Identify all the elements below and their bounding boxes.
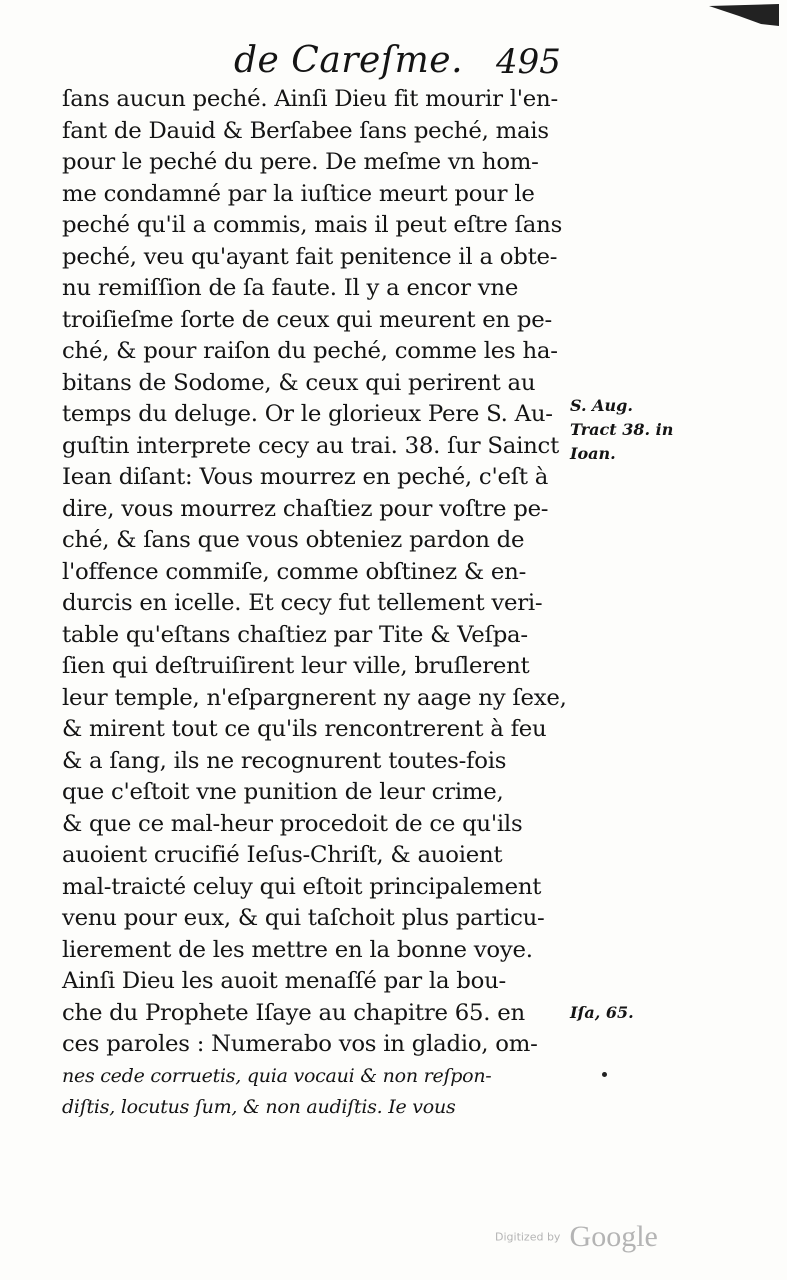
text-line: che du Prophete Iſaye au chapitre 65. en xyxy=(62,999,525,1026)
text-line: dire, vous mourrez chaſtiez pour voſtre pe- xyxy=(62,495,549,522)
text-line: ché, & ſans que vous obteniez pardon de xyxy=(62,527,525,553)
text-line: pour le peché du pere. De meſme vn hom- xyxy=(62,149,539,175)
text-line: & que ce mal-heur procedoit de ce qu'ils xyxy=(62,810,523,837)
page-number: 495 xyxy=(496,42,561,82)
text-line: ché, & pour raiſon du peché, comme les ha- xyxy=(62,338,558,364)
text-line: & mirent tout ce qu'ils rencontrerent à feu xyxy=(62,716,547,742)
margin-note-line: Tract 38. in xyxy=(570,420,674,439)
text-line: lierement de les mettre en la bonne voye. xyxy=(62,936,533,963)
text-line: venu pour eux, & qui taſchoit plus particu- xyxy=(62,905,545,931)
margin-note-isaiah xyxy=(570,1001,634,1025)
text-line: me condamné par la iuſtice meurt pour le xyxy=(62,180,535,207)
text-line: table qu'eſtans chaſtiez par Tite & Veſpa- xyxy=(62,621,528,648)
text-line: l'offence commiſe, comme obſtinez & en- xyxy=(62,558,527,585)
watermark-brand: Google xyxy=(569,1220,658,1253)
text-line: troiſieſme ſorte de ceux qui meurent en pe- xyxy=(62,306,552,333)
text-line: ſien qui deſtruiſirent leur ville, bruſlerent xyxy=(62,653,530,679)
ink-dot xyxy=(602,1072,607,1077)
margin-note-line: Iſa, 65. xyxy=(570,1003,634,1022)
margin-note-augustine xyxy=(570,394,673,466)
text-line: Ainſi Dieu les auoit menaſſé par la bou- xyxy=(62,968,506,994)
text-line: fant de Dauid & Berſabee ſans peché, mais xyxy=(62,117,549,144)
body-text xyxy=(62,84,567,1124)
text-line: auoient crucifié Ieſus-Chriſt, & auoient xyxy=(62,842,503,868)
text-line-latin: diſtis, locutus ſum, & non audiſtis. Ie vous xyxy=(62,1096,456,1118)
running-title: de Careſme. xyxy=(234,40,464,81)
text-line: nu remiſſion de ſa faute. Il y a encor vne xyxy=(62,275,519,301)
text-line: ſans aucun peché. Ainſi Dieu fit mourir l'en- xyxy=(62,86,558,112)
text-line: & a ſang, ils ne recognurent toutes-fois xyxy=(62,747,507,774)
text-line: que c'eſtoit vne punition de leur crime, xyxy=(62,779,504,805)
text-line: peché qu'il a commis, mais il peut eſtre ſans xyxy=(62,212,563,238)
margin-note-line: S. Aug. xyxy=(570,396,633,415)
text-line: durcis en icelle. Et cecy fut tellement veri- xyxy=(62,590,543,616)
google-watermark xyxy=(495,1220,658,1254)
text-line-latin: nes cede corruetis, quia vocaui & non reſpon- xyxy=(62,1064,492,1087)
text-line: leur temple, n'eſpargnerent ny aage ny ſexe, xyxy=(62,684,567,711)
text-line: Iean diſant: Vous mourrez en peché, c'eſt à xyxy=(62,464,549,490)
text-line: bitans de Sodome, & ceux qui perirent au xyxy=(62,369,536,396)
text-line: ces paroles : Numerabo vos in gladio, om- xyxy=(62,1031,538,1057)
page-corner-tab xyxy=(709,4,779,26)
text-line: temps du deluge. Or le glorieux Pere S. Au- xyxy=(62,401,553,427)
text-line: peché, veu qu'ayant fait penitence il a obte- xyxy=(62,243,558,270)
text-line: guſtin interprete cecy au trai. 38. ſur Sainct xyxy=(62,432,559,459)
margin-note-line: Ioan. xyxy=(570,444,616,463)
watermark-prefix: Digitized by xyxy=(495,1230,561,1244)
text-line: mal-traicté celuy qui eſtoit principalement xyxy=(62,873,542,900)
